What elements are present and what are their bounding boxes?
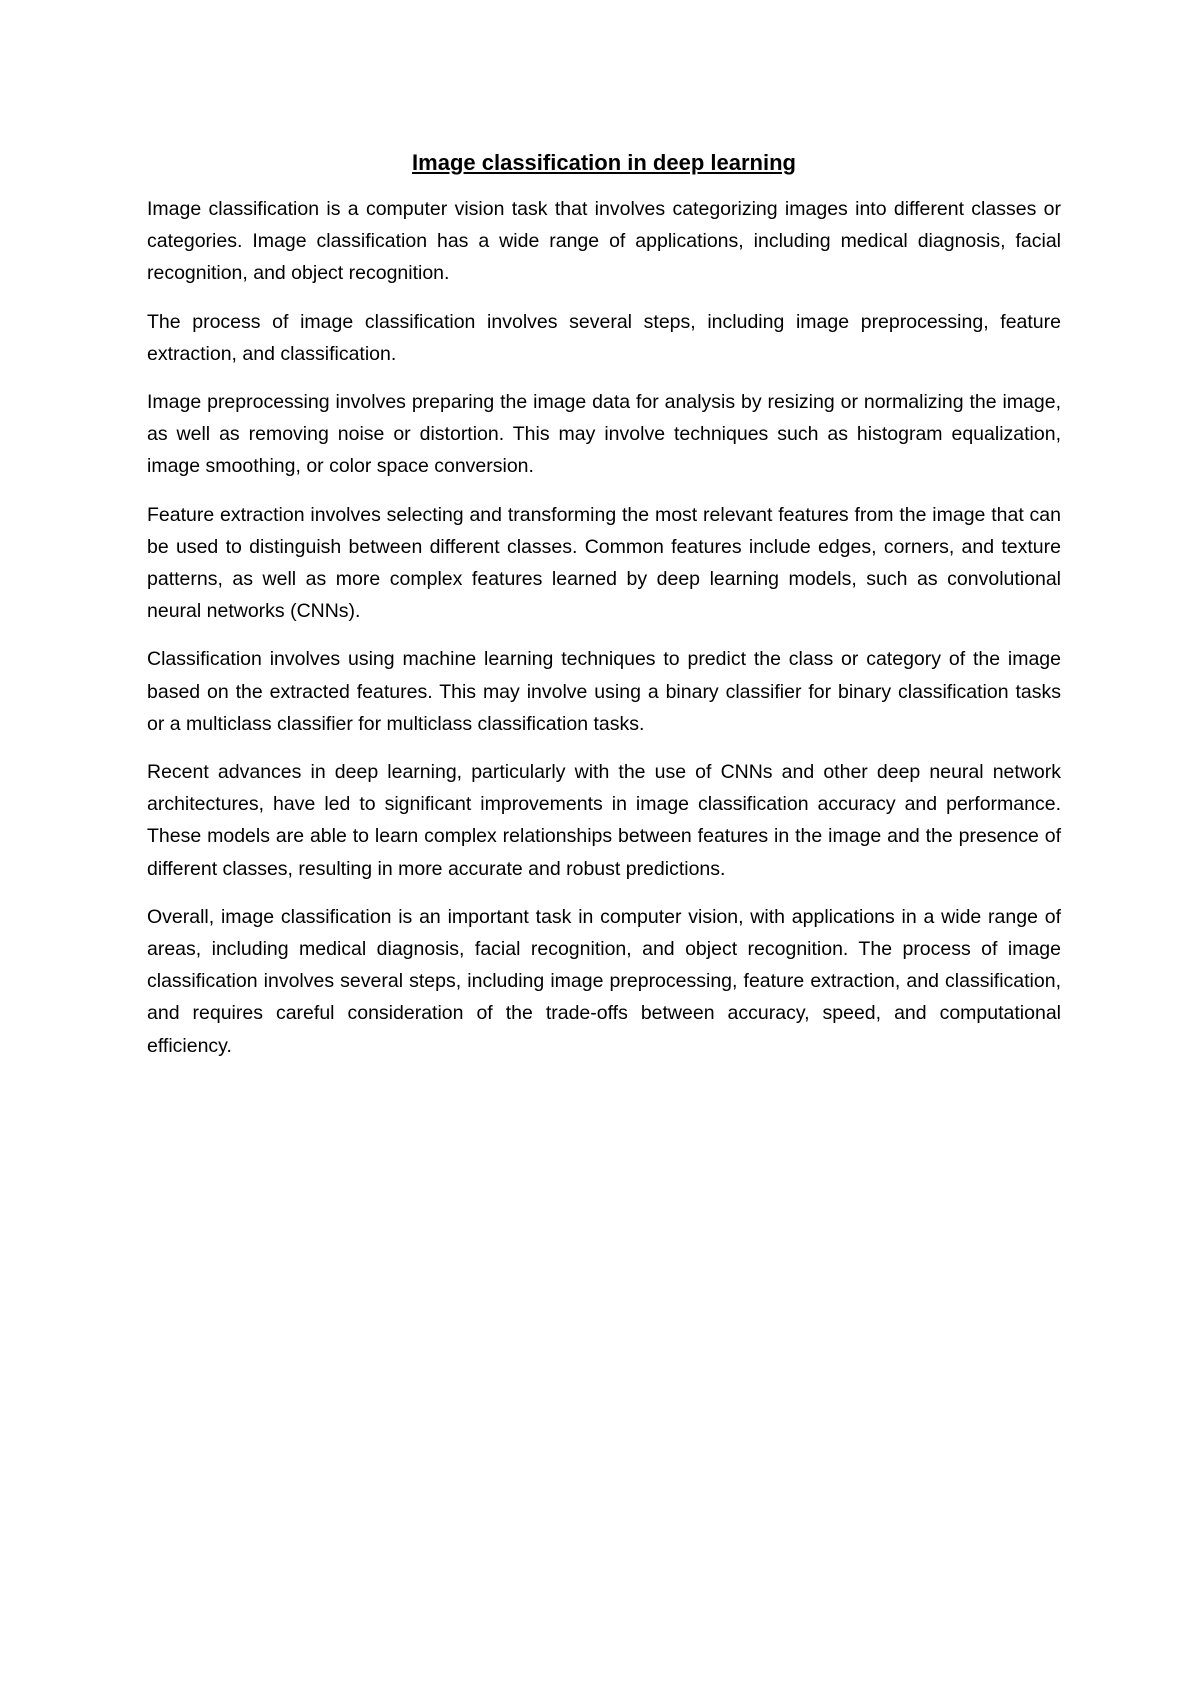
document-title: Image classification in deep learning — [412, 150, 796, 175]
paragraph-recent-advances: Recent advances in deep learning, particularly with the use of CNNs and other deep neural network architectures, have led to significant improvements in image classification accuracy and performance. These models are able to learn complex relationships between features in the image and the presence of different classes, resulting in more accurate and robust predictions. — [147, 761, 1061, 880]
paragraph-classification: Classification involves using machine learning techniques to predict the class or category of the image based on the extracted features. This may involve using a binary classifier for binary classification tasks or a multiclass classifier for multiclass classification tasks. — [147, 648, 1061, 735]
paragraph-process-overview: The process of image classification involves several steps, including image preprocessing, feature extraction, and classification. — [147, 310, 1061, 365]
paragraph-image-preprocessing: Image preprocessing involves preparing the image data for analysis by resizing or normalizing the image, as well as removing noise or distortion. This may involve techniques such as histogram equalization, image smoothing, or color space conversion. — [147, 391, 1061, 478]
paragraph-feature-extraction: Feature extraction involves selecting and transforming the most relevant features from the image that can be used to distinguish between different classes. Common features include edges, corners, and texture patterns, as well as more complex features learned by deep learning models, such as convolutional neural networks (CNNs). — [147, 503, 1061, 623]
paragraph-intro: Image classification is a computer vision task that involves categorizing images into different classes or categories. Image classification has a wide range of applications, including medical diagnosis, facial recognition, and object recognition. — [147, 198, 1061, 285]
paragraph-overall-summary: Overall, image classification is an important task in computer vision, with applications in a wide range of areas, including medical diagnosis, facial recognition, and object recognition. The process of image classification involves several steps, including image preprocessing, feature extraction, and classification, and requires careful consideration of the trade-offs between accuracy, speed, and computational efficiency. — [147, 905, 1061, 1057]
document-body — [147, 147, 1061, 1078]
